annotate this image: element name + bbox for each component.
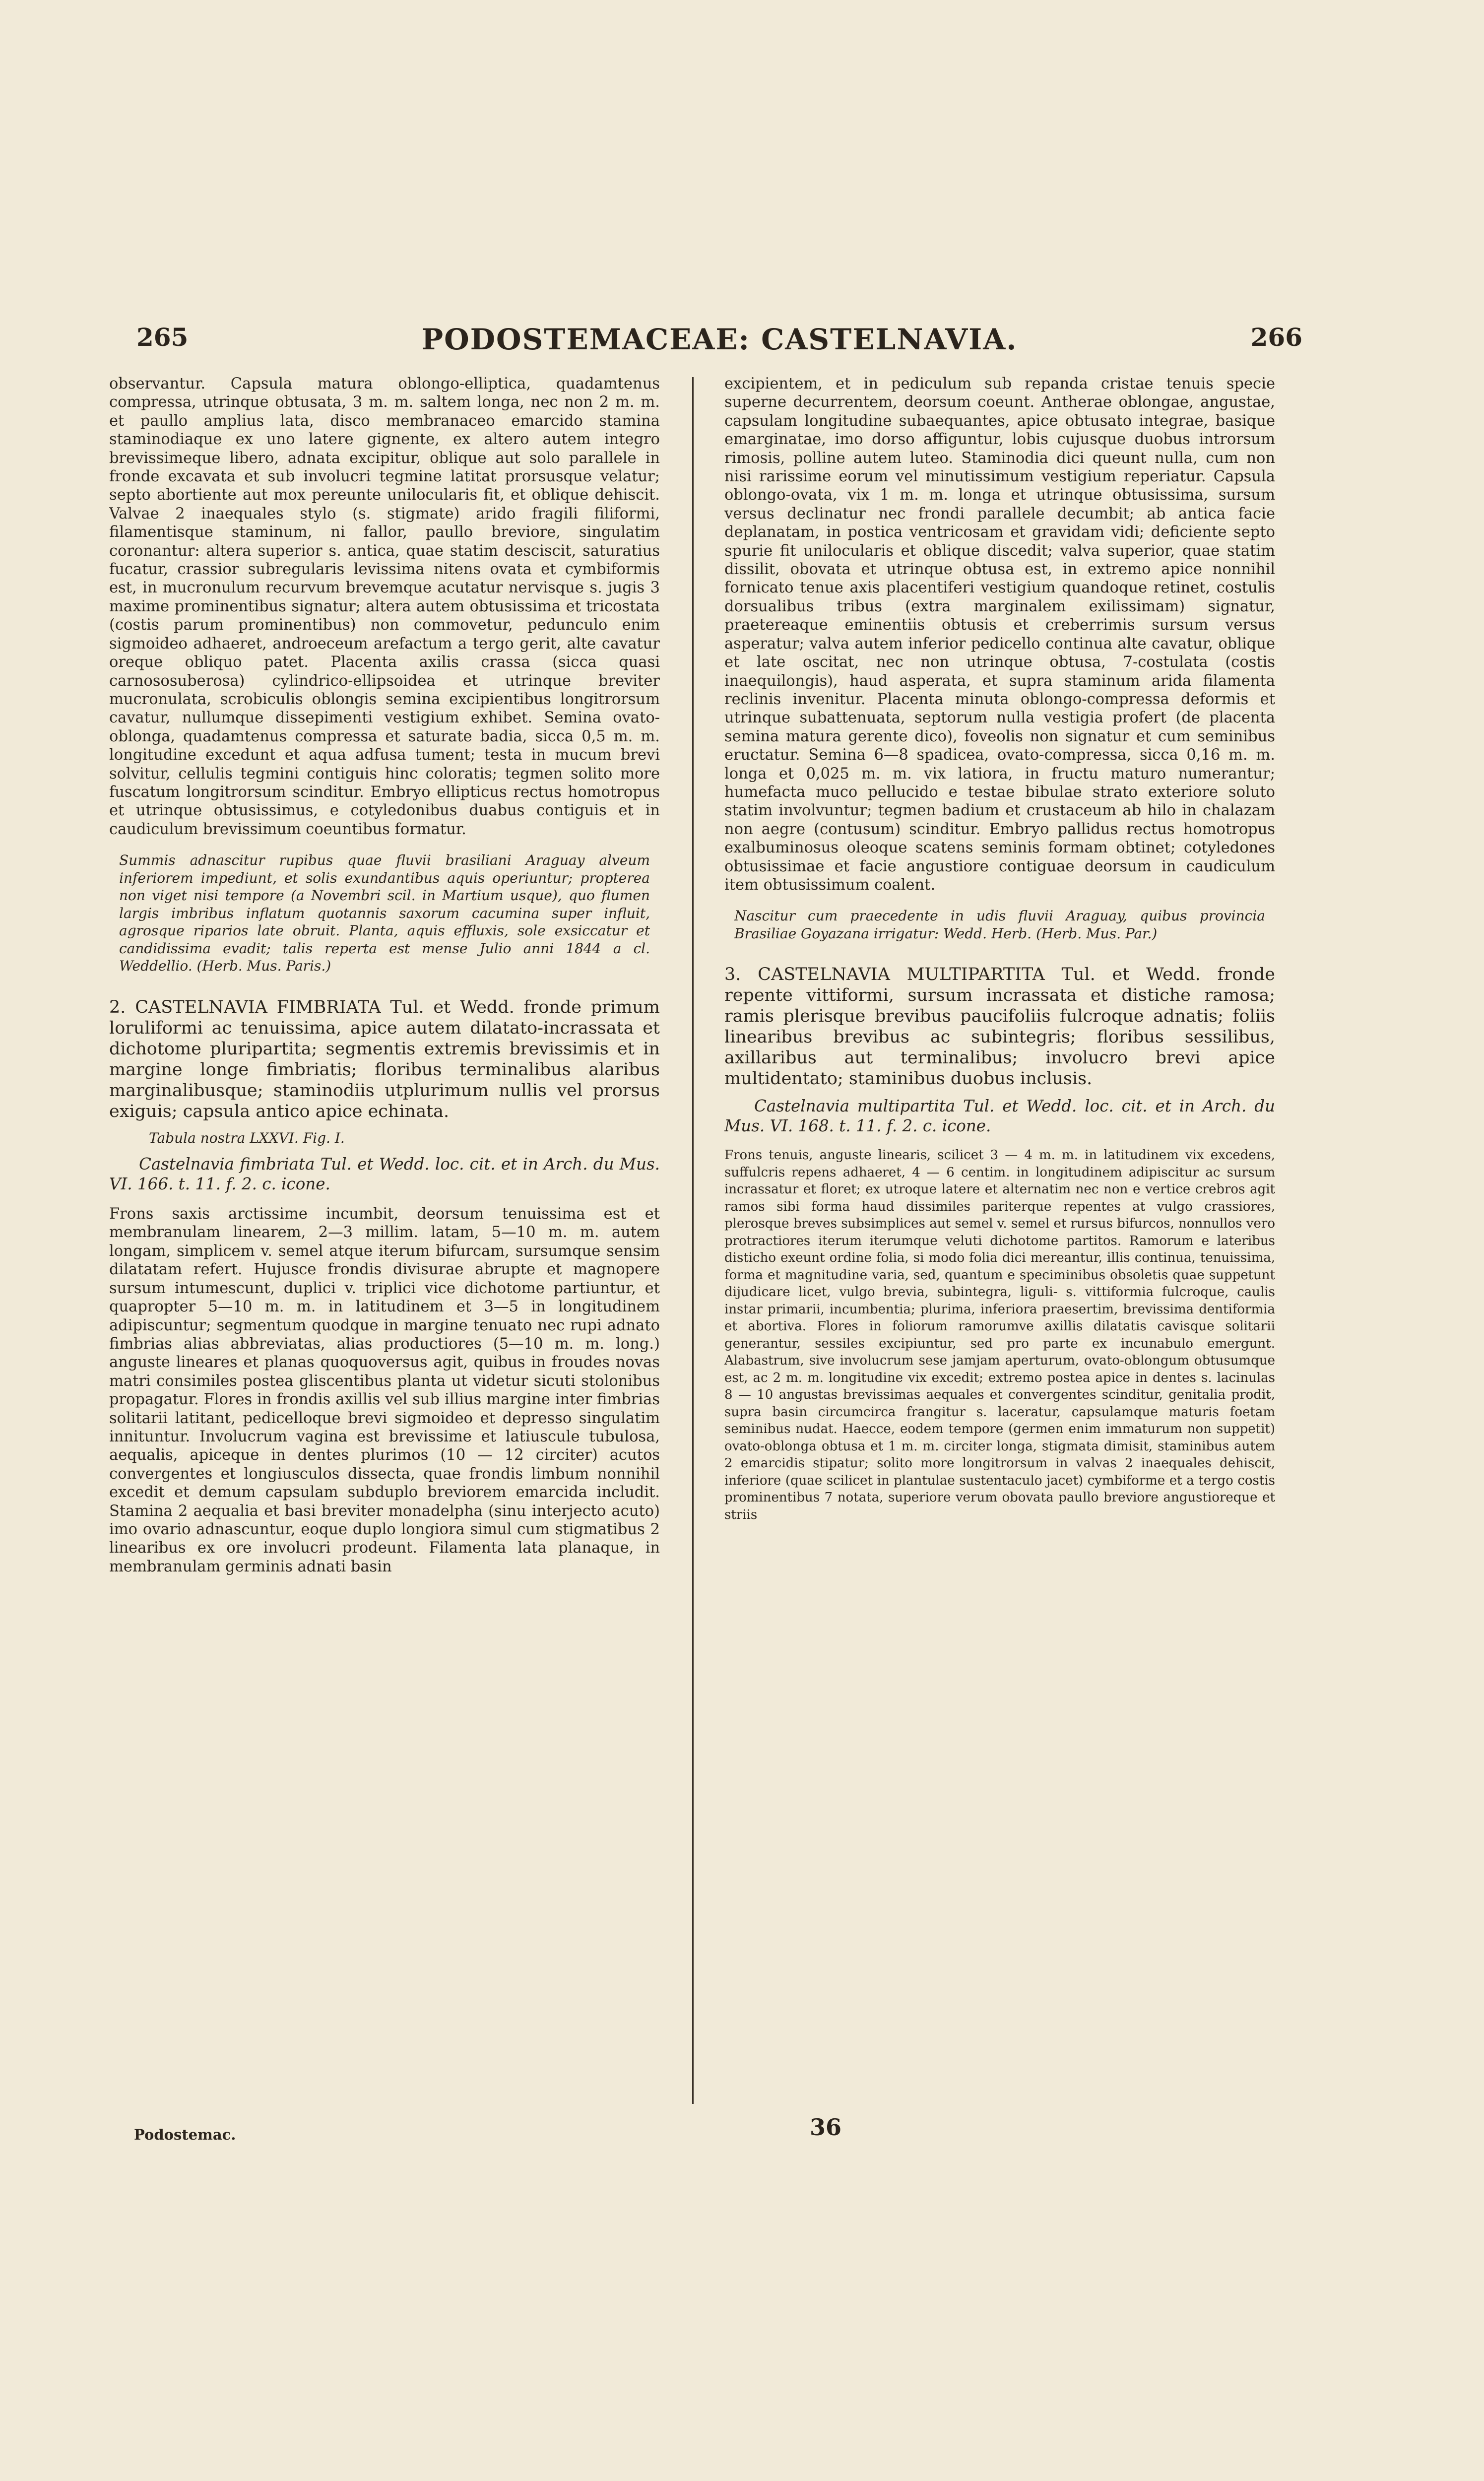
- habitat-note-2: Nascitur cum praecedente in udis fluvii Araguay, quibus provincia Brasiliae Goyazana irrigatur: Wedd. Herb. (Herb. Mus. Par.): [734, 908, 1265, 942]
- species-3-citation: Castelnavia multipartita Tul. et Wedd. loc. cit. et in Arch. du Mus. VI. 168. t. 11. f. 2. c. icone.: [724, 1097, 1275, 1136]
- right-column: [724, 375, 1275, 2136]
- species-2-citation: Castelnavia fimbriata Tul. et Wedd. loc. cit. et in Arch. du Mus. VI. 166. t. 11. f. 2. c. icone.: [109, 1155, 660, 1194]
- running-title: PODOSTEMACEAE: CASTELNAVIA.: [421, 323, 1018, 356]
- page-header: [136, 323, 1302, 367]
- species-2-description-cont: excipientem, et in pediculum sub repanda cristae tenuis specie superne decurrentem, deorsum coeunt. Antherae oblongae, angustae, capsulam longitudine subaequantes, apice obtusato integrae, basique emarginatae, imo dorso affiguntur, lobis cujusque duobus introrsum rimosis, polline autem luteo. Staminodia dici queunt nulla, cum non nisi rarissime eorum vel minutissimum vestigium reperiatur. Capsula oblongo-ovata, vix 1 m. m. longa et utrinque obtusissima, sursum versus declinatur nec frondi parallele decumbit; ab antica facie deplanatam, in postica ventricosam et gravidam vidi; deficiente septo spurie fit unilocularis et oblique discedit; valva superior, quae statim dissilit, obovata et utrinque obtusa est, in extremo apice nonnihil fornicato tenue axis placentiferi vestigium quandoque retinet, costulis dorsualibus tribus (extra marginalem exilissimam) signatur, praetereaque eminentiis obtusis et creberrimis sursum versus asperatur; valva autem inferior pedicello continua alte cavatur, oblique et late oscitat, nec non utrinque obtusa, 7-costulata (costis inaequilongis), haud asperata, et supra staminum arida filamenta reclinis invenitur. Placenta minuta oblongo-compressa deformis et utrinque subattenuata, septorum nulla vestigia profert (de placenta semina matura gerente dico), foveolis non signatur et cum seminibus eructatur. Semina 6—8 spadicea, ovato-compressa, sicca 0,16 m. m. longa et 0,025 m. m. vix latiora, in fructu maturo numerantur; humefacta muco pellucido e testae bibulae strato exteriore soluto statim involvuntur; tegmen badium et crustaceum ab hilo in chalazam non aegre (contusum) scinditur. Embryo pallidus rectus homotropus exalbuminosus oleoque scatens seminis formam obtinet; cotyledones obtusissimae et facie angustiore contiguae deorsum in caudiculum item obtusissimum coalent.: [724, 375, 1275, 894]
- species-3-description: Frons tenuis, anguste linearis, scilicet 3 — 4 m. m. in latitudinem vix excedens, suffulcris repens adhaeret, 4 — 6 centim. in longitudinem adipiscitur ac sursum incrassatur et floret; ex utroque latere et alternatim nec non e vertice crebros agit ramos sibi forma haud dissimiles pariterque repentes at vulgo crassiores, plerosque breves subsimplices aut semel v. semel et rursus bifurcos, nonnullos vero protractiores iterum iterumque veluti dichotome partitos. Ramorum e lateribus disticho exeunt ordine folia, si modo folia dici mereantur, illis continua, tenuissima, forma et magnitudine varia, sed, quantum e speciminibus obsoletis quae suppetunt dijudicare licet, vulgo brevia, subintegra, liguli- s. vittiformia fulcroque, caulis instar primarii, incumbentia; plurima, inferiora praesertim, brevissima dentiformia et abortiva. Flores in foliorum ramorumve axillis dilatatis cavisque solitarii generantur, sessiles excipiuntur, sed pro parte ex incunabulo emergunt. Alabastrum, sive involucrum sese jamjam aperturum, ovato-oblongum obtusumque est, ac 2 m. m. longitudine vix excedit; extremo postea apice in dentes s. lacinulas 8 — 10 angustas brevissimas aequales et convergentes scinditur, genitalia prodit, supra basin circumcirca frangitur s. laceratur, capsulamque maturis foetam seminibus nudat. Haecce, eodem tempore (germen enim immaturum non suppetit) ovato-oblonga obtusa et 1 m. m. circiter longa, stigmata dimisit, staminibus autem 2 emarcidis stipatur; solito more longitrorsum in valvas 2 inaequales dehiscit, inferiore (quae scilicet in plantulae sustentaculo jacet) cymbiforme et a tergo costis prominentibus 7 notata, superiore verum obovata paullo breviore angustioreque et striis: [724, 1148, 1275, 1522]
- right-page-number: 266: [1250, 323, 1302, 352]
- habitat-note-1: Summis adnascitur rupibus quae fluvii brasiliani Araguay alveum inferiorem impediunt, et solis exundantibus aquis operiuntur; propterea non viget nisi tempore (a Novembri scil. in Martium usque), quo flumen largis imbribus inflatum quotannis saxorum cacumina super influit, agrosque riparios late obruit. Planta, aquis effluxis, sole exsiccatur et candidissima evadit; talis reperta est mense Julio anni 1844 a cl. Weddellio. (Herb. Mus. Paris.): [119, 852, 650, 975]
- footer-signature-label: Podostemac.: [134, 2126, 236, 2143]
- column-divider: [692, 377, 694, 2104]
- species-2-diagnosis: 2. CASTELNAVIA FIMBRIATA Tul. et Wedd. fronde primum loruliformi ac tenuissima, apice autem dilatato-incrassata et dichotome pluripartita; segmentis extremis brevissimis et in margine longe fimbriatis; floribus terminalibus alaribus marginalibusque; staminodiis utplurimum nullis vel prorsus exiguis; capsula antico apice echinata.: [109, 997, 660, 1121]
- plate-reference: Tabula nostra LXXVI. Fig. I.: [149, 1129, 345, 1146]
- species-3-diagnosis: 3. CASTELNAVIA MULTIPARTITA Tul. et Wedd. fronde repente vittiformi, sursum incrassata et distiche ramosa; ramis plerisque brevibus paucifoliis fulcroque adnatis; foliis linearibus brevibus ac subintegris; floribus sessilibus, axillaribus aut terminalibus; involucro brevi apice multidentato; staminibus duobus inclusis.: [724, 965, 1275, 1089]
- capsule-description: observantur. Capsula matura oblongo-elliptica, quadamtenus compressa, utrinque obtusata, 3 m. m. saltem longa, nec non 2 m. m. et paullo amplius lata, disco membranaceo emarcido stamina staminodiaque ex uno latere gignente, ex altero autem integro brevissimeque libero, adnata excipitur, oblique aut solo parallele in fronde excavata et sub involucri tegmine latitat prorsusque velatur; septo abortiente aut mox pereunte unilocularis fit, et oblique dehiscit. Valvae 2 inaequales stylo (s. stigmate) arido fragili filiformi, filamentisque staminum, ni fallor, paullo breviore, singulatim coronantur: altera superior s. antica, quae statim desciscit, saturatius fucatur, crassior subregularis levissima nitens ovata et cymbiformis est, in mucronulum recurvum brevemque acutatur nervisque s. jugis 3 maxime prominentibus signatur; altera autem obtusissima et tricostata (costis parum prominentibus) non commovetur, pedunculo enim sigmoideo adhaeret, androeceum arefactum a tergo gerit, alte cavatur oreque obliquo patet. Placenta axilis crassa (sicca quasi carnososuberosa) cylindrico-ellipsoidea et utrinque breviter mucronulata, scrobiculis oblongis semina excipientibus longitrorsum cavatur, nullumque dissepimenti vestigium exhibet. Semina ovato-oblonga, quadamtenus compressa et saturate badia, sicca 0,5 m. m. longitudine excedunt et aqua adfusa tument; testa in mucum brevi solvitur, cellulis tegmini contiguis hinc coloratis; tegmen solito more fuscatum longitrorsum scinditur. Embryo ellipticus rectus homotropus et utrinque obtusissimus, e cotyledonibus duabus contiguis et in caudiculum brevissimum coeuntibus formatur.: [109, 375, 660, 838]
- species-2-description: Frons saxis arctissime incumbit, deorsum tenuissima est et membranulam linearem, 2—3 millim. latam, 5—10 m. m. autem longam, simplicem v. semel atque iterum bifurcam, sursumque sensim dilatatam refert. Hujusce frondis divisurae abrupte et magnopere sursum intumescunt, duplici v. triplici vice dichotome partiuntur, et quapropter 5—10 m. m. in latitudinem et 3—5 in longitudinem adipiscuntur; segmentum quodque in margine tenuato nec rupi adnato fimbrias alias abbreviatas, alias productiores (5—10 m. m. long.) anguste lineares et planas quoquoversus agit, quibus in froudes novas matri consimiles postea gliscentibus planta ut videtur sicuti stolonibus propagatur. Flores in frondis axillis vel sub illius margine inter fimbrias solitarii latitant, pedicelloque brevi sigmoideo et depresso singulatim innituntur. Involucrum vagina est brevissime et latiuscule tubulosa, aequalis, apiceque in dentes plurimos (10 — 12 circiter) acutos convergentes et longiusculos dissecta, quae frondis limbum nonnihil excedit et demum capsulam subduplo breviorem emarcida includit. Stamina 2 aequalia et basi breviter monadelpha (sinu interjecto acuto) imo ovario adnascuntur, eoque duplo longiora simul cum stigmatibus 2 linearibus ex ore involucri prodeunt. Filamenta lata planaque, in membranulam germinis adnati basin: [109, 1205, 660, 1575]
- left-column: [109, 375, 660, 2136]
- gathering-signature: 36: [810, 2114, 842, 2141]
- left-page-number: 265: [136, 323, 189, 352]
